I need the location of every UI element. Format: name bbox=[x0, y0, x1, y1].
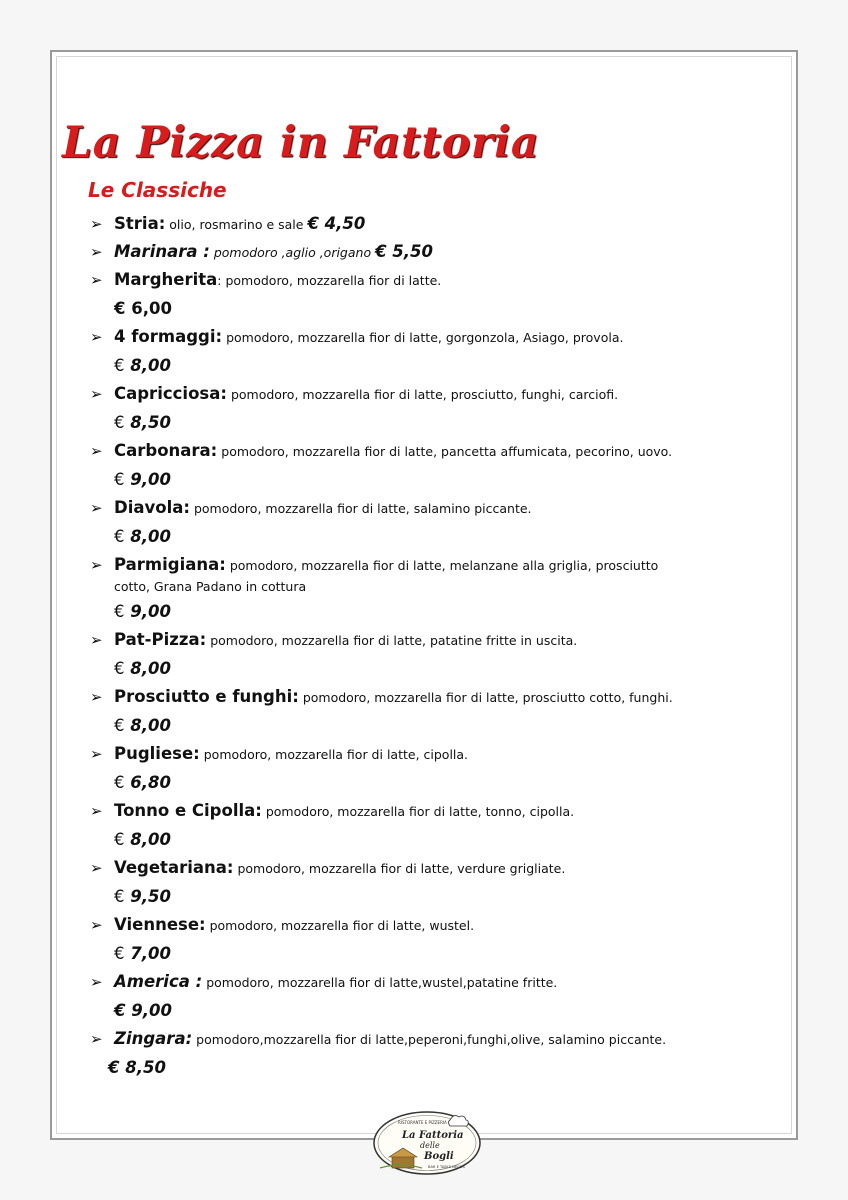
logo-line1: La Fattoria bbox=[402, 1130, 464, 1141]
arrow-bullet-icon: ➢ bbox=[90, 688, 103, 706]
euro-sign: € bbox=[114, 887, 125, 906]
item-price-line bbox=[90, 767, 780, 799]
item-price: 8,50 bbox=[125, 1058, 166, 1077]
item-name: Capricciosa: bbox=[114, 384, 227, 403]
item-price: 8,00 bbox=[130, 830, 171, 849]
menu-item bbox=[90, 325, 780, 382]
item-description: pomodoro, mozzarella fior di latte. bbox=[221, 273, 442, 288]
menu-item bbox=[90, 628, 780, 685]
menu-item bbox=[90, 553, 780, 628]
item-price-line bbox=[90, 596, 780, 628]
item-description: pomodoro, mozzarella fior di latte, wustel. bbox=[205, 918, 475, 933]
item-description: pomodoro ,aglio ,origano bbox=[209, 245, 376, 260]
item-price-line bbox=[90, 881, 780, 913]
item-description: pomodoro, mozzarella fior di latte, tonno, cipolla. bbox=[261, 804, 575, 819]
menu-item bbox=[90, 1027, 780, 1084]
logo-line2: delle bbox=[420, 1141, 440, 1150]
item-price: 8,50 bbox=[130, 413, 171, 432]
item-name: 4 formaggi: bbox=[114, 327, 223, 346]
item-description: pomodoro, mozzarella fior di latte, patatine fritte in uscita. bbox=[206, 633, 578, 648]
item-name: Zingara: bbox=[114, 1029, 193, 1048]
arrow-bullet-icon: ➢ bbox=[90, 328, 103, 346]
item-price: 7,00 bbox=[130, 944, 171, 963]
item-price: 8,00 bbox=[130, 527, 171, 546]
item-name-separator: : bbox=[217, 273, 222, 288]
arrow-bullet-icon: ➢ bbox=[90, 385, 103, 403]
menu-item bbox=[90, 970, 780, 1027]
item-description: pomodoro, mozzarella fior di latte, pancetta affumicata, pecorino, uovo. bbox=[217, 444, 673, 459]
item-price-line bbox=[90, 1052, 780, 1084]
arrow-bullet-icon: ➢ bbox=[90, 243, 103, 261]
item-name: Margherita bbox=[114, 270, 218, 289]
euro-sign: € bbox=[114, 356, 125, 375]
menu-item bbox=[90, 268, 780, 325]
item-price-line bbox=[90, 710, 780, 742]
arrow-bullet-icon: ➢ bbox=[90, 499, 103, 517]
euro-sign: € bbox=[108, 1058, 120, 1077]
item-price: 8,00 bbox=[130, 659, 171, 678]
euro-sign: € bbox=[114, 659, 125, 678]
euro-sign: € bbox=[114, 1001, 126, 1020]
item-price: € 5,50 bbox=[375, 242, 434, 261]
euro-sign: € bbox=[114, 602, 125, 621]
item-name: Carbonara: bbox=[114, 441, 218, 460]
euro-sign: € bbox=[114, 716, 125, 735]
item-price-line bbox=[90, 995, 780, 1027]
euro-sign: € bbox=[114, 470, 125, 489]
menu-item bbox=[90, 439, 780, 496]
item-description: pomodoro, mozzarella fior di latte, prosciutto, funghi, carciofi. bbox=[226, 387, 619, 402]
item-description: pomodoro, mozzarella fior di latte,wustel,patatine fritte. bbox=[202, 975, 558, 990]
item-name: Pugliese: bbox=[114, 744, 200, 763]
item-name: Vegetariana: bbox=[114, 858, 234, 877]
item-description: pomodoro, mozzarella fior di latte, gorgonzola, Asiago, provola. bbox=[222, 330, 624, 345]
item-price: 6,00 bbox=[131, 299, 172, 318]
item-name: Parmigiana: bbox=[114, 555, 226, 574]
item-price: € 4,50 bbox=[307, 214, 366, 233]
arrow-bullet-icon: ➢ bbox=[90, 859, 103, 877]
menu-item bbox=[90, 685, 780, 742]
item-price-line bbox=[90, 293, 780, 325]
item-name: Marinara : bbox=[114, 242, 210, 261]
item-price-line bbox=[90, 350, 780, 382]
item-price: 8,00 bbox=[130, 716, 171, 735]
item-price: 8,00 bbox=[130, 356, 171, 375]
menu-item bbox=[90, 240, 780, 265]
item-description: pomodoro,mozzarella fior di latte,peperoni,funghi,olive, salamino piccante. bbox=[192, 1032, 667, 1047]
euro-sign: € bbox=[114, 527, 125, 546]
arrow-bullet-icon: ➢ bbox=[90, 745, 103, 763]
item-price-line bbox=[90, 407, 780, 439]
arrow-bullet-icon: ➢ bbox=[90, 1030, 103, 1048]
item-description: pomodoro, mozzarella fior di latte, melanzane alla griglia, prosciutto bbox=[225, 558, 659, 573]
section-heading: Le Classiche bbox=[88, 178, 227, 202]
arrow-bullet-icon: ➢ bbox=[90, 802, 103, 820]
menu-list bbox=[90, 212, 780, 1084]
item-price: 9,00 bbox=[130, 470, 171, 489]
arrow-bullet-icon: ➢ bbox=[90, 442, 103, 460]
arrow-bullet-icon: ➢ bbox=[90, 271, 103, 289]
euro-sign: € bbox=[114, 413, 125, 432]
item-name: Prosciutto e funghi: bbox=[114, 687, 299, 706]
euro-sign: € bbox=[114, 830, 125, 849]
item-description: pomodoro, mozzarella fior di latte, verdure grigliate. bbox=[233, 861, 566, 876]
menu-item bbox=[90, 742, 780, 799]
item-description: pomodoro, mozzarella fior di latte, cipolla. bbox=[199, 747, 469, 762]
item-price: 9,50 bbox=[130, 887, 171, 906]
item-price-line bbox=[90, 824, 780, 856]
item-name: Tonno e Cipolla: bbox=[114, 801, 262, 820]
item-price: 9,00 bbox=[130, 602, 171, 621]
page-title: La Pizza in Fattoria bbox=[62, 118, 540, 168]
item-name: Viennese: bbox=[114, 915, 206, 934]
item-price-line bbox=[90, 521, 780, 553]
logo-bottom-text: BAR E TABLE DEGUS bbox=[428, 1165, 465, 1169]
menu-item bbox=[90, 856, 780, 913]
item-price-line bbox=[90, 653, 780, 685]
menu-item bbox=[90, 382, 780, 439]
euro-sign: € bbox=[114, 299, 126, 318]
item-price: 6,80 bbox=[130, 773, 171, 792]
item-price-line bbox=[90, 938, 780, 970]
item-description: pomodoro, mozzarella fior di latte, prosciutto cotto, funghi. bbox=[298, 690, 673, 705]
logo-top-text: RISTORANTE E PIZZERIA bbox=[398, 1120, 447, 1125]
restaurant-logo bbox=[372, 1110, 482, 1176]
menu-item bbox=[90, 212, 780, 237]
item-name: Pat-Pizza: bbox=[114, 630, 207, 649]
logo-line3: Bogli bbox=[424, 1151, 454, 1162]
item-description: pomodoro, mozzarella fior di latte, salamino piccante. bbox=[189, 501, 532, 516]
item-description: olio, rosmarino e sale bbox=[165, 217, 308, 232]
arrow-bullet-icon: ➢ bbox=[90, 916, 103, 934]
arrow-bullet-icon: ➢ bbox=[90, 973, 103, 991]
menu-item bbox=[90, 913, 780, 970]
euro-sign: € bbox=[114, 944, 125, 963]
item-name: America : bbox=[114, 972, 203, 991]
arrow-bullet-icon: ➢ bbox=[90, 556, 103, 574]
item-price: 9,00 bbox=[131, 1001, 172, 1020]
menu-item bbox=[90, 496, 780, 553]
menu-item bbox=[90, 799, 780, 856]
item-name: Diavola: bbox=[114, 498, 190, 517]
item-description-continued: cotto, Grana Padano in cottura bbox=[114, 579, 307, 594]
euro-sign: € bbox=[114, 773, 125, 792]
item-price-line bbox=[90, 464, 780, 496]
item-name: Stria: bbox=[114, 214, 166, 233]
arrow-bullet-icon: ➢ bbox=[90, 631, 103, 649]
arrow-bullet-icon: ➢ bbox=[90, 215, 103, 233]
